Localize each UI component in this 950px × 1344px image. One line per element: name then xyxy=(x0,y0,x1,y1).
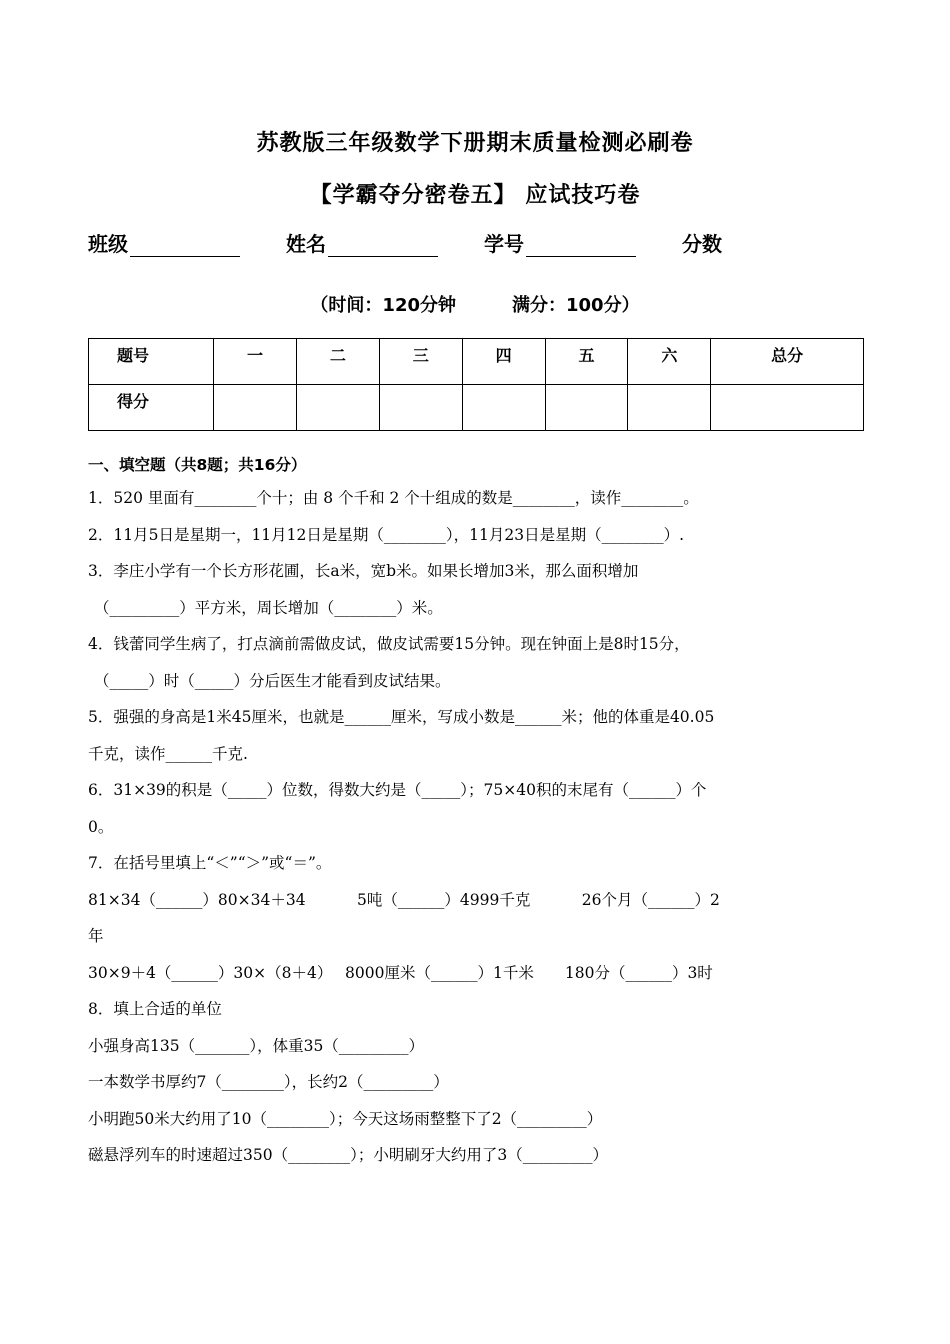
question-line: 一本数学书厚约7（________），长约2（_________） xyxy=(88,1073,449,1091)
header-cell: 一 xyxy=(214,339,297,385)
question-line: 7．在括号里填上“＜”“＞”或“＝”。 xyxy=(88,854,332,872)
score-table xyxy=(88,338,864,431)
score-field xyxy=(682,228,722,257)
question-line: 千克，读作______千克. xyxy=(88,744,248,763)
question-line: （_________）平方米，周长增加（________）米。 xyxy=(94,598,443,617)
id-field xyxy=(484,228,636,257)
score-cell[interactable] xyxy=(296,385,379,431)
name-field xyxy=(286,228,438,257)
document-subtitle: 【学霸夺分密卷五】 应试技巧卷 xyxy=(309,183,641,208)
row-label: 得分 xyxy=(89,385,214,431)
question-line: 磁悬浮列车的时速超过350（________）；小明刷牙大约用了3（_________） xyxy=(88,1146,608,1164)
exam-time: （时间：120分钟 xyxy=(310,295,456,316)
question-line: 81×34（______）80×34＋34 5吨（______）4999千克 26个月（______）2 xyxy=(88,890,720,909)
header-cell: 二 xyxy=(296,339,379,385)
header-cell: 三 xyxy=(379,339,462,385)
header-cell: 四 xyxy=(462,339,545,385)
score-cell[interactable] xyxy=(214,385,297,431)
class-label: 班级 xyxy=(88,232,128,256)
question-line: 8．填上合适的单位 xyxy=(88,1000,222,1018)
question-line: 6．31×39的积是（_____）位数，得数大约是（_____）；75×40积的末尾有（______）个 xyxy=(88,781,707,799)
header-cell: 总分 xyxy=(711,339,864,385)
question-line: 1．520 里面有________个十；由 8 个千和 2 个十组成的数是________，读作________。 xyxy=(88,489,699,507)
question-line: 小强身高135（_______），体重35（_________） xyxy=(88,1036,425,1055)
class-blank[interactable] xyxy=(130,236,240,257)
id-label: 学号 xyxy=(484,232,524,256)
exam-full-score: 满分：100分） xyxy=(512,295,640,316)
question-line: （_____）时（_____）分后医生才能看到皮试结果。 xyxy=(94,671,451,690)
class-field xyxy=(88,228,240,257)
section-heading: 一、填空题（共8题；共16分） xyxy=(88,456,307,474)
exam-time-bar xyxy=(0,291,950,317)
question-line: 4．钱蕾同学生病了，打点滴前需做皮试，做皮试需要15分钟。现在钟面上是8时15分， xyxy=(88,635,690,653)
question-line: 0。 xyxy=(88,817,114,836)
header-cell: 五 xyxy=(545,339,628,385)
question-line: 3．李庄小学有一个长方形花圃，长a米，宽b米。如果长增加3米，那么面积增加 xyxy=(88,562,639,580)
score-cell[interactable] xyxy=(462,385,545,431)
score-table-row xyxy=(89,385,864,431)
score-table-header xyxy=(89,339,864,385)
question-line: 2．11月5日是星期一，11月12日是星期（________），11月23日是星期（________）. xyxy=(88,525,685,544)
score-cell[interactable] xyxy=(379,385,462,431)
header-cell: 六 xyxy=(628,339,711,385)
name-label: 姓名 xyxy=(286,232,326,256)
name-blank[interactable] xyxy=(328,236,438,257)
question-line: 30×9＋4（______）30×（8＋4） 8000厘米（______）1千米 180分（______）3时 xyxy=(88,963,713,982)
question-line: 年 xyxy=(88,927,104,945)
score-label: 分数 xyxy=(682,232,722,256)
section-fill-in xyxy=(88,452,878,1174)
question-line: 5．强强的身高是1米45厘米，也就是______厘米，写成小数是______米；他的体重是40.05 xyxy=(88,708,715,726)
document-title: 苏教版三年级数学下册期末质量检测必刷卷 xyxy=(256,131,694,156)
id-blank[interactable] xyxy=(526,236,636,257)
score-cell[interactable] xyxy=(711,385,864,431)
score-cell[interactable] xyxy=(545,385,628,431)
student-info-row xyxy=(88,228,868,257)
header-cell: 题号 xyxy=(89,339,214,385)
question-line: 小明跑50米大约用了10（________）；今天这场雨整整下了2（_________） xyxy=(88,1109,603,1128)
score-cell[interactable] xyxy=(628,385,711,431)
